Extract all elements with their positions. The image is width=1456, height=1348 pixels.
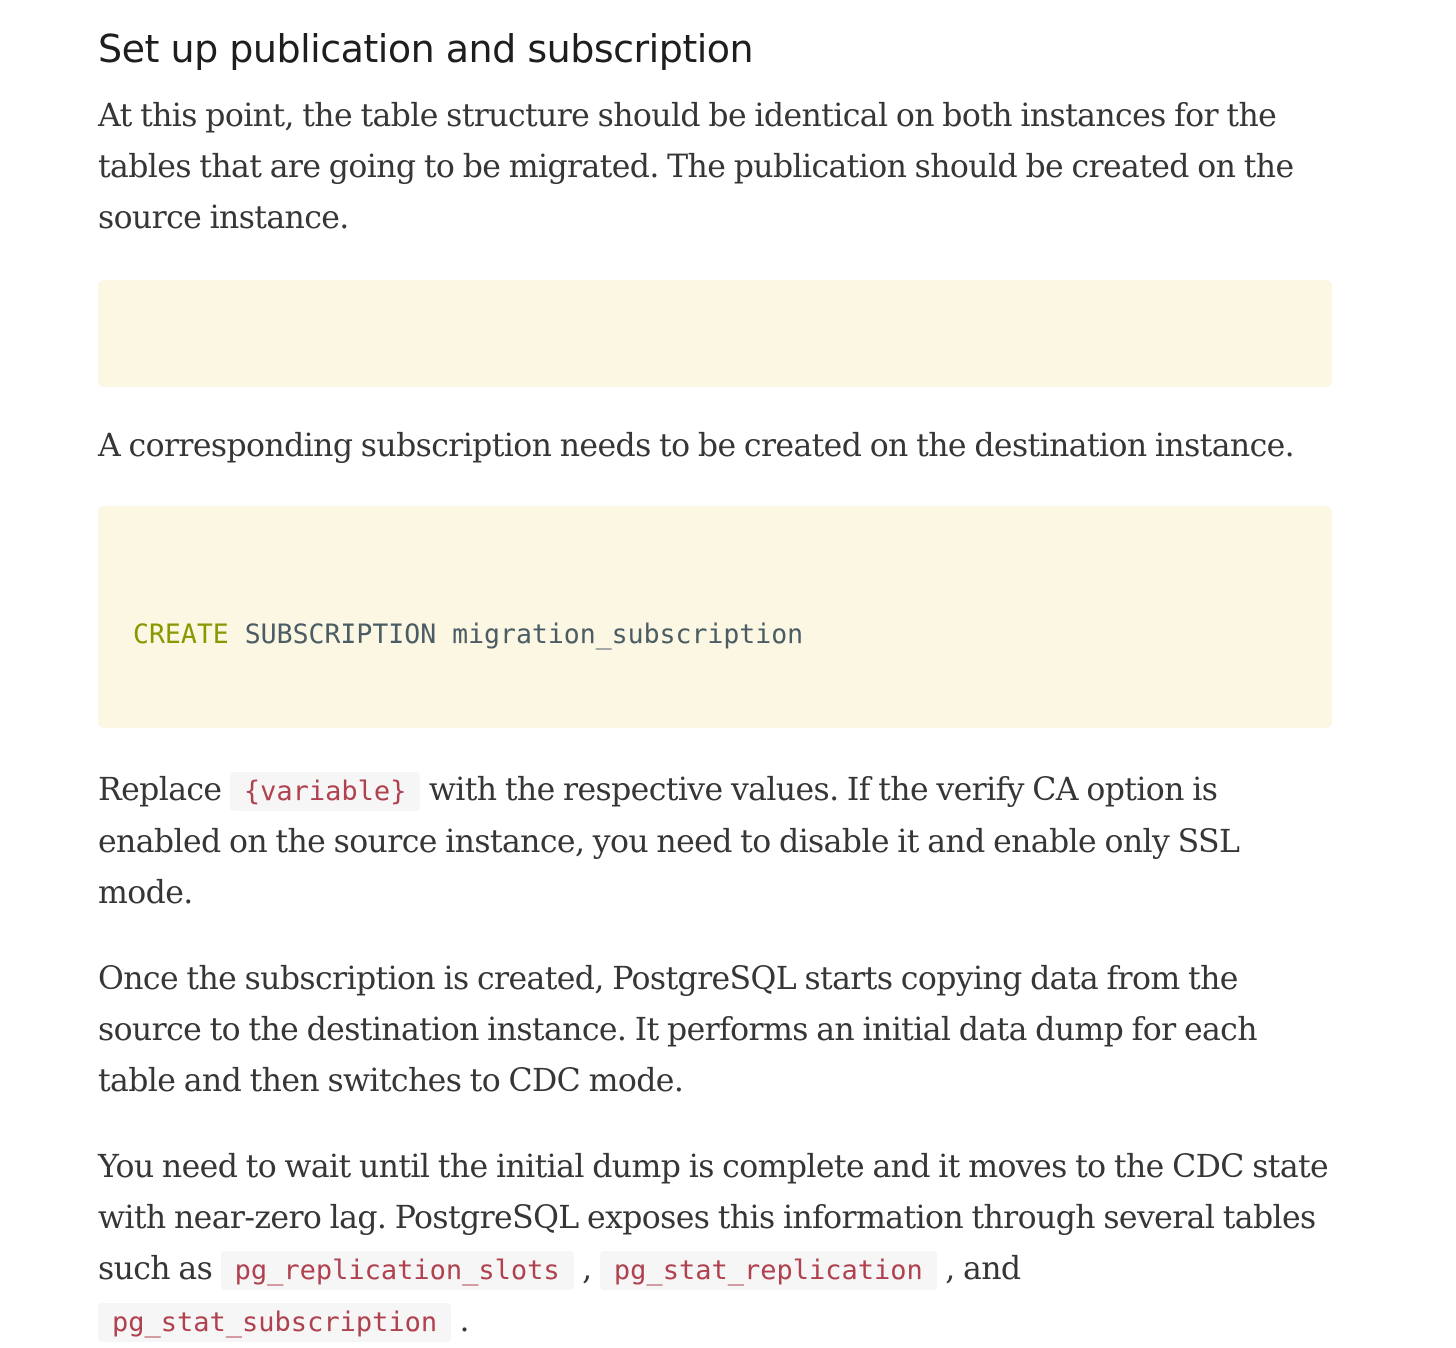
- inline-code-stat-replication: pg_stat_replication: [600, 1251, 937, 1290]
- replace-variable-paragraph: [98, 765, 1332, 919]
- paragraph-text: ,: [573, 1251, 600, 1287]
- paragraph-text: You need to wait until the initial dump is complete and it moves to the CDC state with near-zero lag. PostgreSQL exposes this information through several tables such as: [98, 1149, 1329, 1287]
- copy-process-paragraph: Once the subscription is created, PostgreSQL starts copying data from the source to the destination instance. It performs an initial data dump for each table and then switches to CDC mode.: [98, 961, 1257, 1099]
- code-identifier: migration_subscription: [452, 619, 804, 650]
- inline-code: {variable}: [230, 772, 421, 811]
- inline-code-stat-subscription: pg_stat_subscription: [98, 1303, 451, 1342]
- code-identifier: SUBSCRIPTION: [244, 619, 437, 650]
- paragraph-text: .: [451, 1303, 469, 1339]
- article-body: [98, 0, 1332, 1348]
- subscription-code-block[interactable]: [98, 506, 1332, 728]
- paragraph-text: with the respective values. If the verify CA option is enabled on the source instance, you need to disable it and enable only SSL mode.: [98, 772, 1240, 911]
- inline-code-replication-slots: pg_replication_slots: [221, 1251, 574, 1290]
- code-line: [133, 616, 1332, 654]
- section-heading: Set up publication and subscription: [98, 27, 754, 71]
- subscription-intro-paragraph: A corresponding subscription needs to be created on the destination instance.: [98, 428, 1295, 464]
- publication-code-block[interactable]: [98, 280, 1332, 387]
- intro-paragraph: At this point, the table structure should be identical on both instances for the tables that are going to be migrated. The publication should be created on the source instance.: [98, 98, 1294, 236]
- replication-state-paragraph: [98, 1142, 1332, 1348]
- paragraph-text: , and: [936, 1251, 1021, 1287]
- paragraph-text: Replace: [98, 772, 230, 808]
- code-keyword: CREATE: [133, 619, 229, 650]
